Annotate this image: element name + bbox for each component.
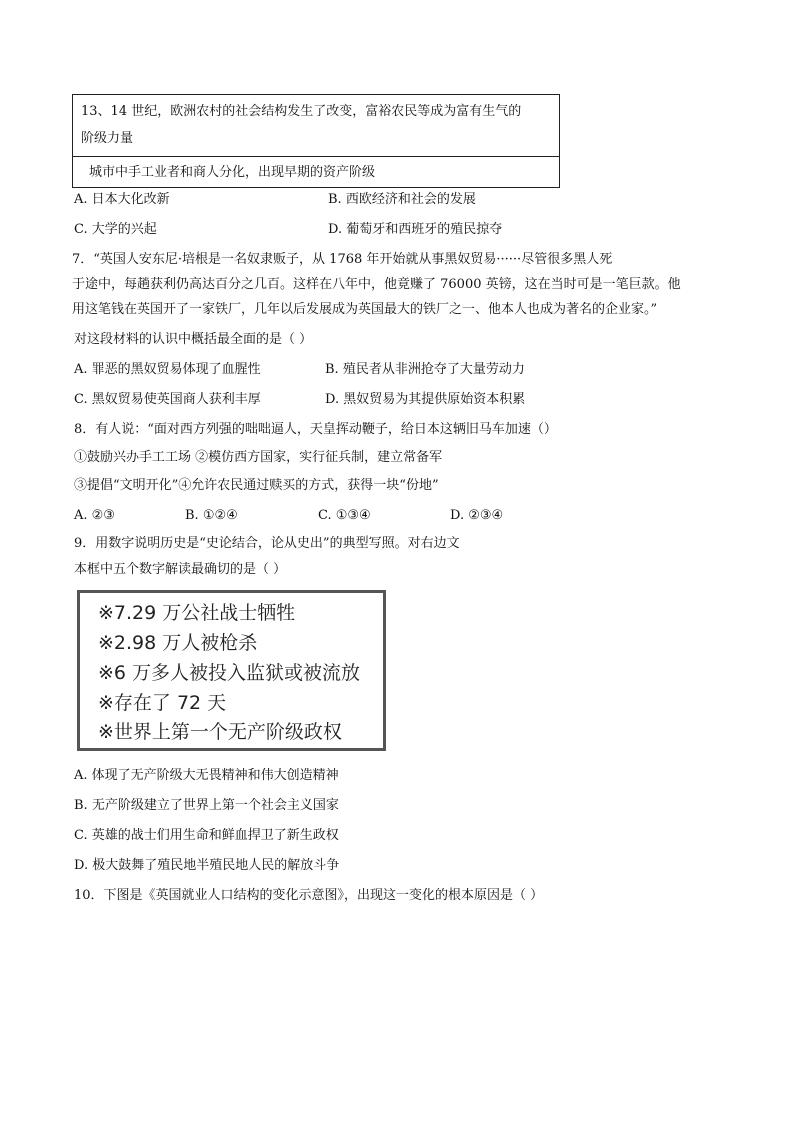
table-row — [73, 95, 559, 157]
table-cell-text: 阶级力量 — [81, 131, 134, 146]
q7-stem-line: 用这笔钱在英国开了一家铁厂，几年以后发展成为英国最大的铁厂之一、他本人也成为著名的企业家。” — [72, 302, 658, 317]
q7-option-d: D. 黑奴贸易为其提供原始资本积累 — [325, 392, 526, 407]
q9-option-b: B. 无产阶级建立了世界上第一个社会主义国家 — [74, 798, 339, 813]
q8-statement-line: ③提倡“文明开化”④允许农民通过赎买的方式，获得一块“份地” — [74, 478, 439, 493]
q7-question: 对这段材料的认识中概括最全面的是（ ） — [74, 332, 313, 347]
q9-option-d: D. 极大鼓舞了殖民地半殖民地人民的解放斗争 — [74, 858, 340, 873]
q8-option-c: C. ①③④ — [318, 508, 371, 523]
q6-option-d: D. 葡萄牙和西班牙的殖民掠夺 — [328, 222, 503, 237]
q6-option-a: A. 日本大化改新 — [74, 192, 170, 207]
q7-option-c: C. 黑奴贸易使英国商人获利丰厚 — [74, 392, 261, 407]
q7-stem-line: 7．“英国人安东尼·培根是一名奴隶贩子，从 1768 年开始就从事黑奴贸易······尽管很多黑人死 — [72, 252, 613, 267]
box-line: ※7.29 万公社战士牺牲 — [98, 602, 296, 624]
table-cell-text: 城市中手工业者和商人分化，出现早期的资产阶级 — [89, 165, 376, 180]
material-table — [72, 94, 560, 188]
q6-option-b: B. 西欧经济和社会的发展 — [328, 192, 476, 207]
box-line: ※2.98 万人被枪杀 — [98, 632, 258, 654]
box-line: ※6 万多人被投入监狱或被流放 — [98, 662, 361, 684]
q8-stem: 8．有人说：“面对西方列强的咄咄逼人，天皇挥动鞭子，给日本这辆旧马车加速（） — [74, 422, 557, 437]
box-line: ※存在了 72 天 — [98, 692, 227, 714]
q9-stem-line: 本框中五个数字解读最确切的是（ ） — [74, 562, 287, 577]
q7-option-a: A. 罪恶的黑奴贸易体现了血腥性 — [74, 362, 261, 377]
q10-stem: 10．下图是《英国就业人口结构的变化示意图》，出现这一变化的根本原因是（ ） — [74, 888, 544, 903]
q8-statement-line: ①鼓励兴办手工工场 ②模仿西方国家，实行征兵制，建立常备军 — [74, 450, 443, 465]
q8-option-b: B. ①②④ — [185, 508, 238, 523]
table-cell-text: 13、14 世纪，欧洲农村的社会结构发生了改变，富裕农民等成为富有生气的 — [81, 104, 522, 119]
box-line: ※世界上第一个无产阶级政权 — [98, 721, 342, 743]
q8-option-d: D. ②③④ — [450, 508, 504, 523]
q9-option-a: A. 体现了无产阶级大无畏精神和伟大创造精神 — [74, 768, 339, 783]
q8-option-a: A. ②③ — [74, 508, 115, 523]
q7-option-b: B. 殖民者从非洲抢夺了大量劳动力 — [325, 362, 525, 377]
q6-option-c: C. 大学的兴起 — [74, 222, 157, 237]
q9-option-c: C. 英雄的战士们用生命和鲜血捍卫了新生政权 — [74, 828, 339, 843]
q9-number-box — [77, 590, 386, 751]
q9-stem-line: 9．用数字说明历史是“史论结合，论从史出”的典型写照。对右边文 — [74, 536, 460, 551]
q7-stem-line: 于途中，每趟获利仍高达百分之几百。这样在八年中，他竟赚了 76000 英镑，这在当时可是一笔巨款。他 — [72, 277, 681, 292]
